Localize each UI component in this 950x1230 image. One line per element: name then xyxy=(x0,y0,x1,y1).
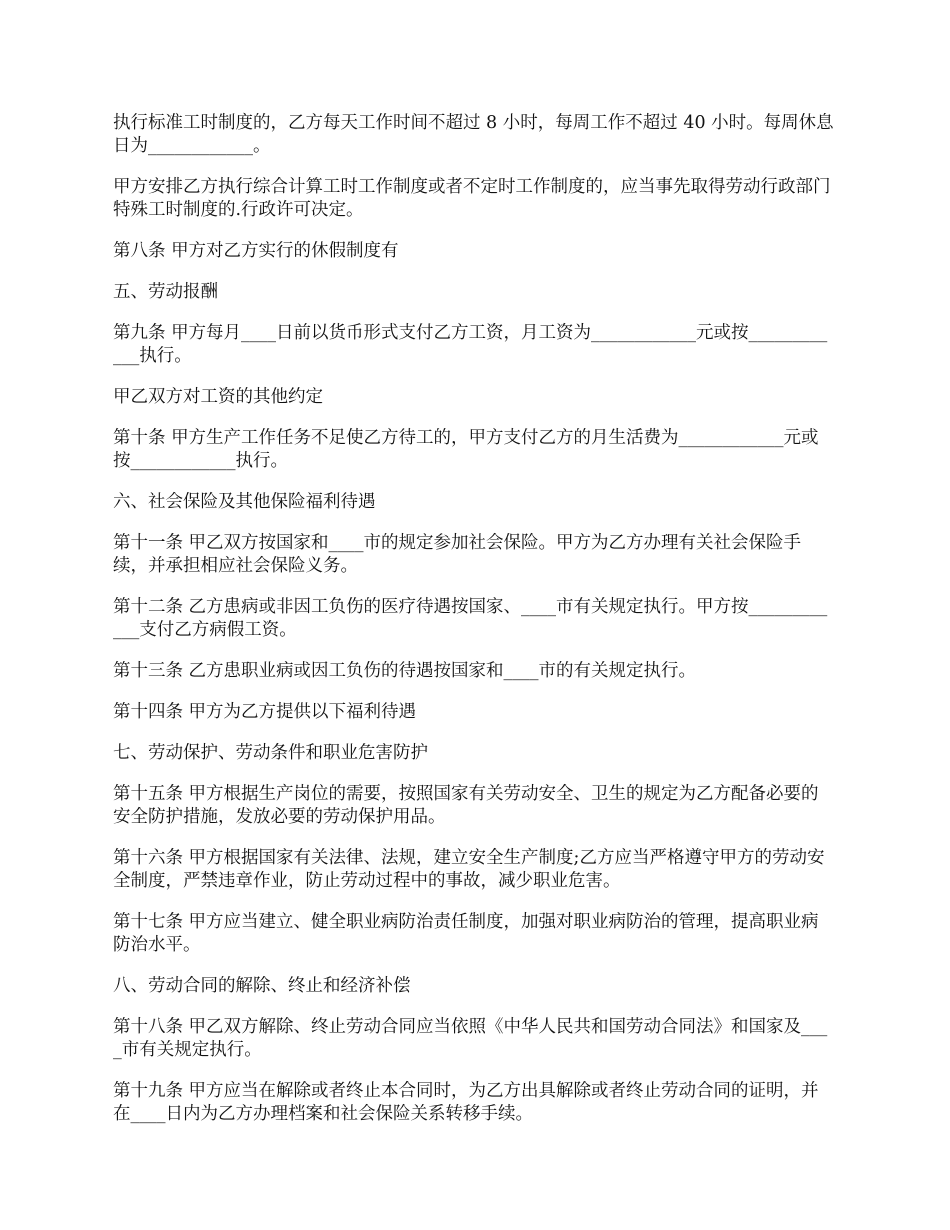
article-15: 第十五条 甲方根据生产岗位的需要，按照国家有关劳动安全、卫生的规定为乙方配备必要的安全防护措施，发放必要的劳动保护用品。 xyxy=(113,784,819,827)
document-body xyxy=(113,112,835,1144)
section-heading-7: 七、劳动保护、劳动条件和职业危害防护 xyxy=(113,743,428,763)
section-heading-6: 六、社会保险及其他保险福利待遇 xyxy=(113,492,376,512)
section-heading-5: 五、劳动报酬 xyxy=(113,282,218,302)
article-18: 第十八条 甲乙双方解除、终止劳动合同应当依照《中华人民共和国劳动合同法》和国家及____市有关规定执行。 xyxy=(113,1017,828,1060)
article-11: 第十一条 甲乙双方按国家和____市的规定参加社会保险。甲方为乙方办理有关社会保险手续，并承担相应社会保险义务。 xyxy=(113,533,802,576)
paragraph-wage-other: 甲乙双方对工资的其他约定 xyxy=(113,387,323,407)
paragraph-work-hours: 执行标准工时制度的，乙方每天工作时间不超过 8 小时，每周工作不超过 40 小时。每周休息日为____________。 xyxy=(113,113,834,156)
article-9: 第九条 甲方每月____日前以货币形式支付乙方工资，月工资为____________元或按____________执行。 xyxy=(113,323,828,366)
article-16: 第十六条 甲方根据国家有关法律、法规，建立安全生产制度;乙方应当严格遵守甲方的劳动安全制度，严禁违章作业，防止劳动过程中的事故，减少职业危害。 xyxy=(113,848,825,891)
article-13: 第十三条 乙方患职业病或因工负伤的待遇按国家和____市的有关规定执行。 xyxy=(113,661,697,681)
article-10: 第十条 甲方生产工作任务不足使乙方待工的，甲方支付乙方的月生活费为____________元或按____________执行。 xyxy=(113,428,819,471)
article-17: 第十七条 甲方应当建立、健全职业病防治责任制度，加强对职业病防治的管理，提高职业病防治水平。 xyxy=(113,912,819,955)
article-8: 第八条 甲方对乙方实行的休假制度有 xyxy=(113,241,399,261)
article-19: 第十九条 甲方应当在解除或者终止本合同时，为乙方出具解除或者终止劳动合同的证明，并在____日内为乙方办理档案和社会保险关系转移手续。 xyxy=(113,1081,819,1124)
article-12: 第十二条 乙方患病或非因工负伤的医疗待遇按国家、____市有关规定执行。甲方按____________支付乙方病假工资。 xyxy=(113,597,828,640)
article-14: 第十四条 甲方为乙方提供以下福利待遇 xyxy=(113,702,417,722)
paragraph-special-hours: 甲方安排乙方执行综合计算工时工作制度或者不定时工作制度的，应当事先取得劳动行政部门特殊工时制度的.行政许可决定。 xyxy=(113,177,831,220)
section-heading-8: 八、劳动合同的解除、终止和经济补偿 xyxy=(113,976,411,996)
